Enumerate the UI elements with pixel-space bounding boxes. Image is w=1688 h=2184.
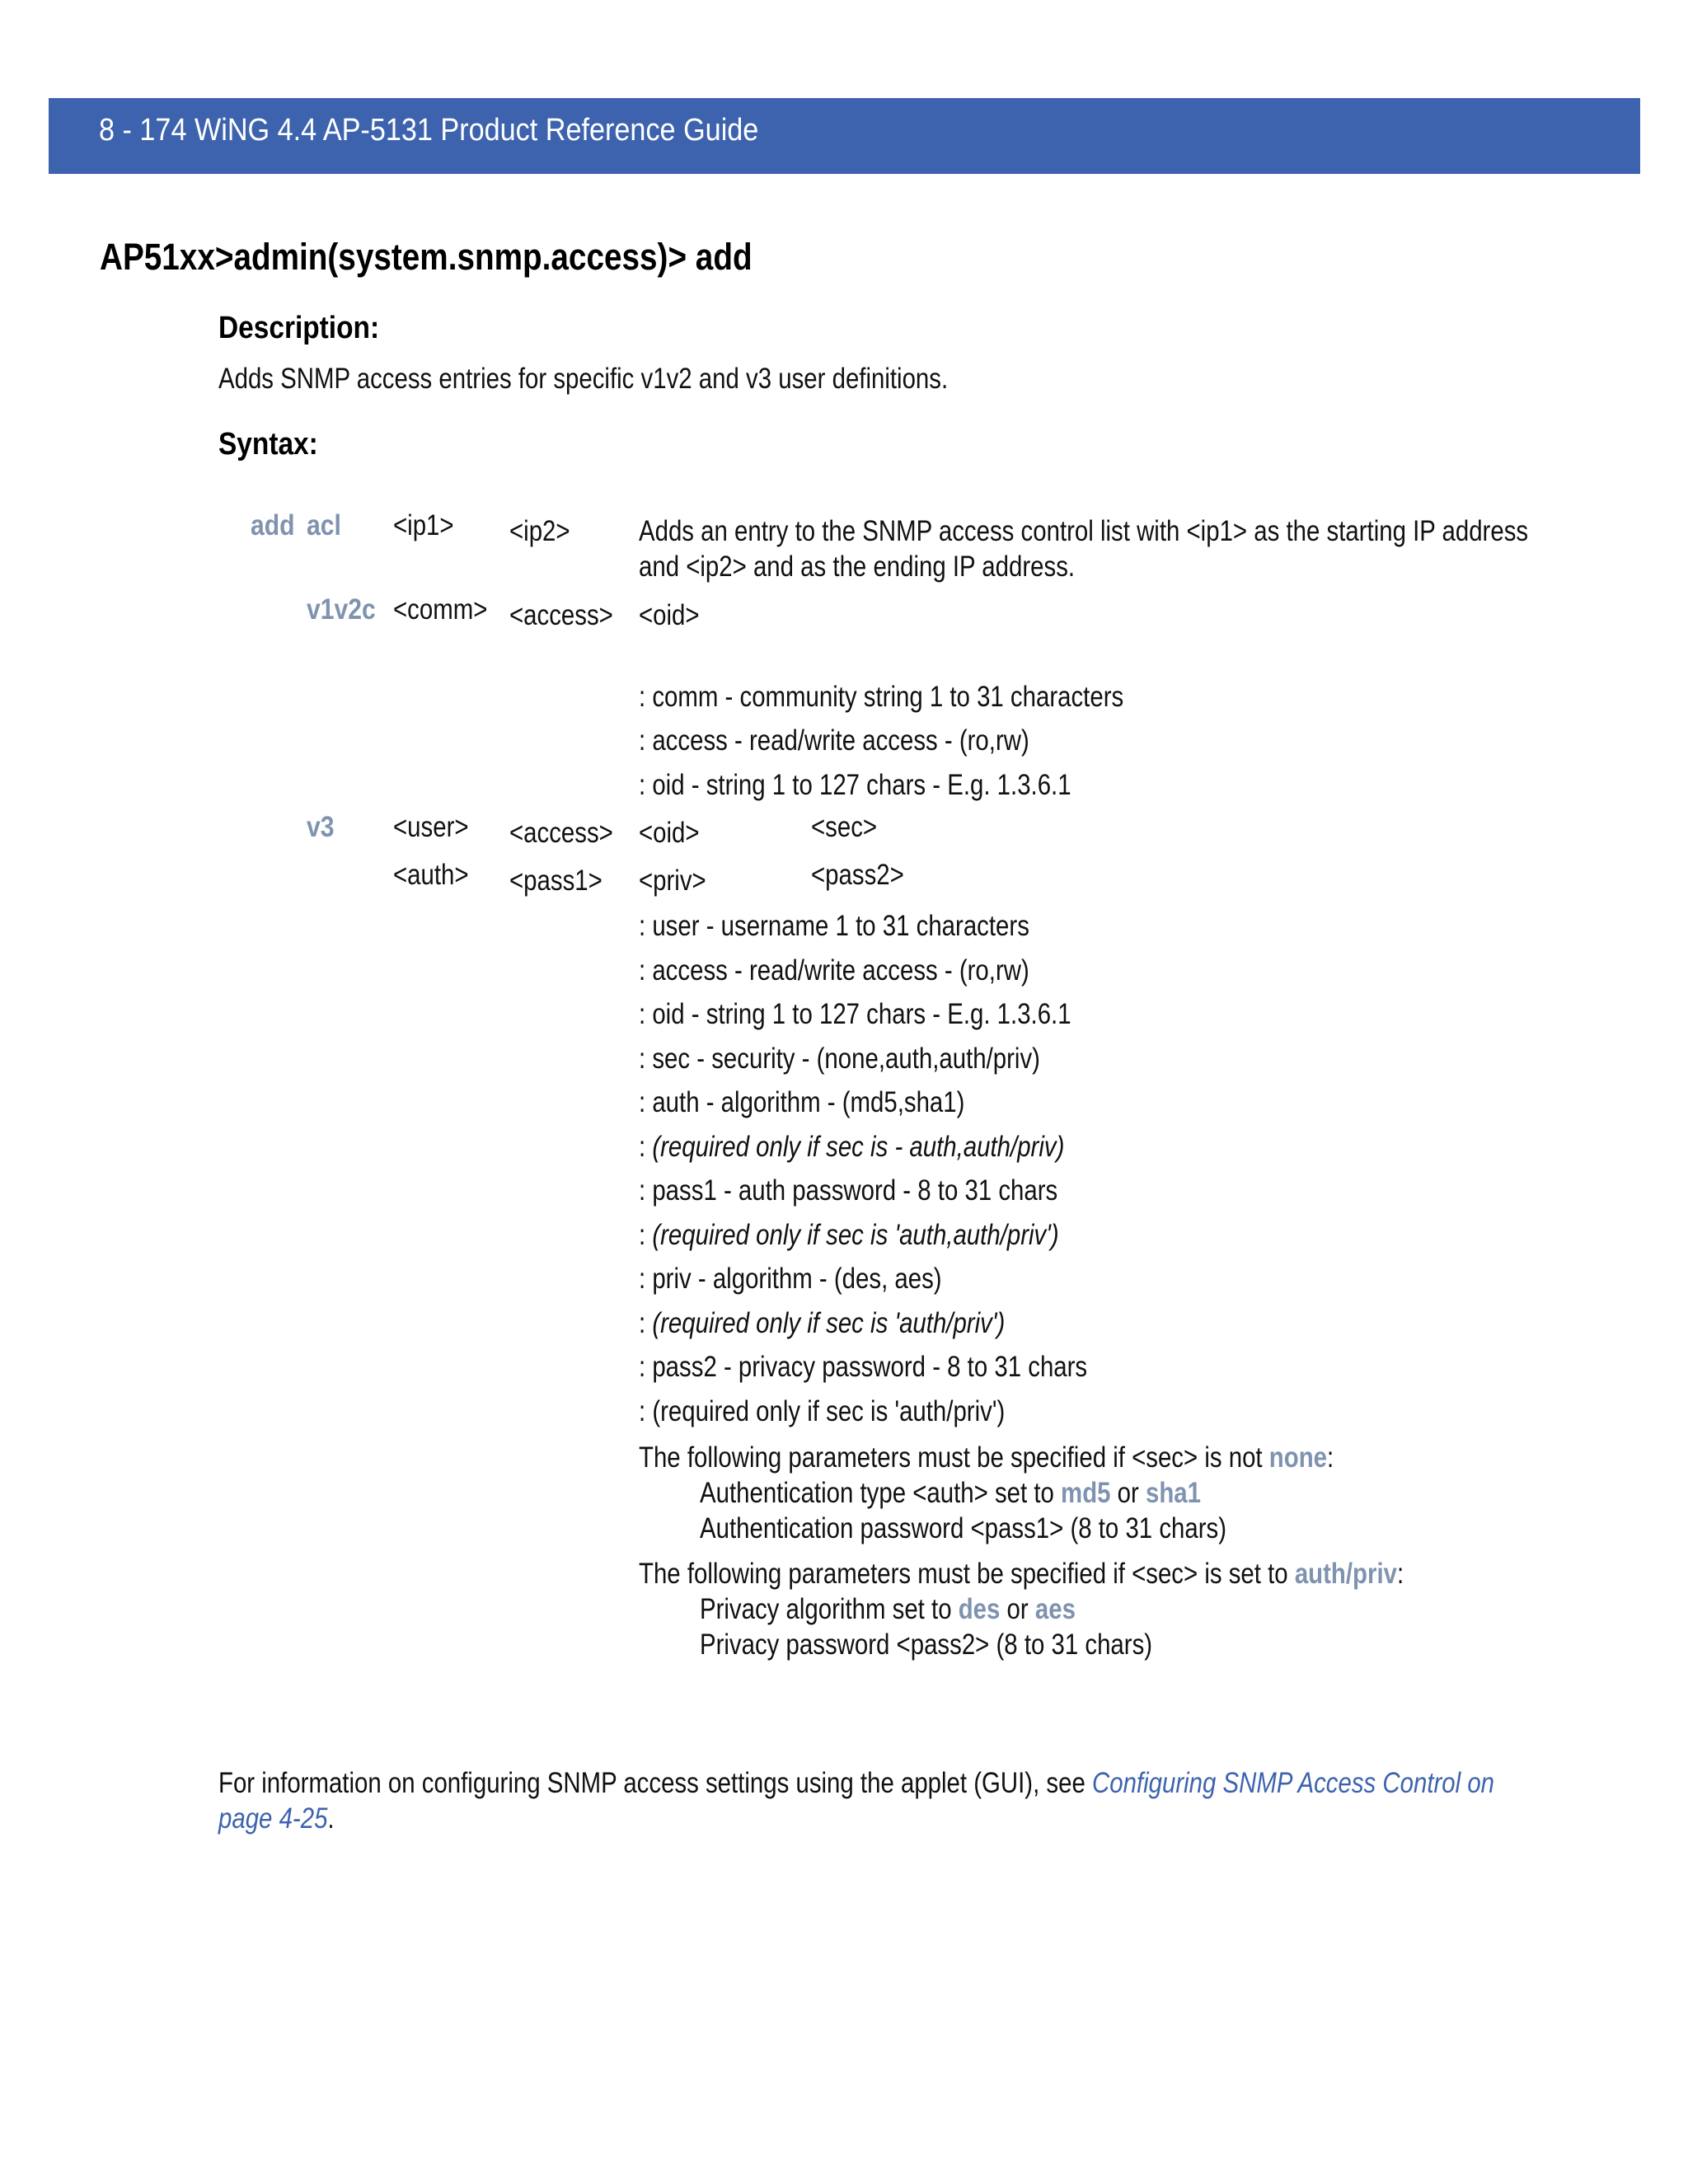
footer-reference-line-1: For information on configuring SNMP access settings using the applet (GUI), see Configuring SNMP Access Control on <box>218 1767 1495 1799</box>
rule-sec-not-none: The following parameters must be specified if <sec> is not none: <box>639 1441 1334 1474</box>
v3-note: : access - read/write access - (ro,rw) <box>639 954 1029 987</box>
v3-pass1-note: : pass1 - auth password - 8 to 31 chars <box>639 1174 1058 1207</box>
v3-param-auth: <auth> <box>393 859 469 891</box>
v3-required-note-1: : (required only if sec is - auth,auth/priv) <box>639 1131 1065 1163</box>
syntax-keyword-acl: acl <box>307 509 341 541</box>
syntax-heading: Syntax: <box>218 427 318 462</box>
acl-param-ip2: <ip2> <box>509 515 570 547</box>
v3-param-access: <access> <box>509 817 613 849</box>
v3-priv-note: : priv - algorithm - (des, aes) <box>639 1263 942 1295</box>
description-text: Adds SNMP access entries for specific v1v2 and v3 user definitions. <box>218 363 949 395</box>
rule-privacy-password: Privacy password <pass2> (8 to 31 chars) <box>700 1629 1153 1661</box>
v3-param-user: <user> <box>393 811 469 843</box>
v1v2c-note: : oid - string 1 to 127 chars - E.g. 1.3.6.1 <box>639 769 1071 801</box>
command-title: AP51xx>admin(system.snmp.access)> add <box>100 236 753 278</box>
v3-required-note-4: : (required only if sec is 'auth/priv') <box>639 1395 1006 1427</box>
v3-pass2-note: : pass2 - privacy password - 8 to 31 chars <box>639 1351 1088 1383</box>
v3-param-pass1: <pass1> <box>509 865 603 897</box>
acl-description-line-1: Adds an entry to the SNMP access control list with <ip1> as the starting IP address <box>639 515 1529 547</box>
description-heading: Description: <box>218 311 380 345</box>
v3-note: : oid - string 1 to 127 chars - E.g. 1.3.6.1 <box>639 998 1071 1030</box>
rule-auth-password: Authentication password <pass1> (8 to 31 chars) <box>700 1512 1227 1544</box>
v3-required-note-3: : (required only if sec is 'auth/priv') <box>639 1307 1006 1339</box>
rule-privacy-algorithm: Privacy algorithm set to des or aes <box>700 1593 1076 1625</box>
config-snmp-access-link[interactable]: Configuring SNMP Access Control on <box>1092 1767 1495 1799</box>
v1v2c-param-oid: <oid> <box>639 599 700 631</box>
v3-note: : sec - security - (none,auth,auth/priv) <box>639 1043 1040 1075</box>
v1v2c-param-comm: <comm> <box>393 593 488 626</box>
acl-description-line-2: and <ip2> and as the ending IP address. <box>639 551 1076 583</box>
v3-required-note-2: : (required only if sec is 'auth,auth/priv') <box>639 1219 1059 1251</box>
page-ref-link[interactable]: page 4-25 <box>218 1802 328 1835</box>
syntax-keyword-add: add <box>251 509 295 541</box>
v3-note: : user - username 1 to 31 characters <box>639 910 1029 942</box>
page-header-bar <box>49 98 1640 174</box>
acl-param-ip1: <ip1> <box>393 509 454 541</box>
v3-param-pass2: <pass2> <box>811 859 904 891</box>
footer-reference-line-2: page 4-25. <box>218 1802 335 1835</box>
rule-auth-type: Authentication type <auth> set to md5 or sha1 <box>700 1477 1202 1509</box>
v1v2c-param-access: <access> <box>509 599 613 631</box>
syntax-keyword-v3: v3 <box>307 811 335 843</box>
syntax-keyword-v1v2c: v1v2c <box>307 593 376 626</box>
v3-param-priv: <priv> <box>639 865 706 897</box>
v3-param-oid: <oid> <box>639 817 700 849</box>
page-header-title: 8 - 174 WiNG 4.4 AP-5131 Product Reference Guide <box>99 113 759 148</box>
rule-sec-auth-priv: The following parameters must be specified if <sec> is set to auth/priv: <box>639 1558 1404 1590</box>
v1v2c-note: : access - read/write access - (ro,rw) <box>639 724 1029 757</box>
v3-note: : auth - algorithm - (md5,sha1) <box>639 1086 965 1118</box>
v1v2c-note: : comm - community string 1 to 31 characters <box>639 681 1124 713</box>
v3-param-sec: <sec> <box>811 811 878 843</box>
